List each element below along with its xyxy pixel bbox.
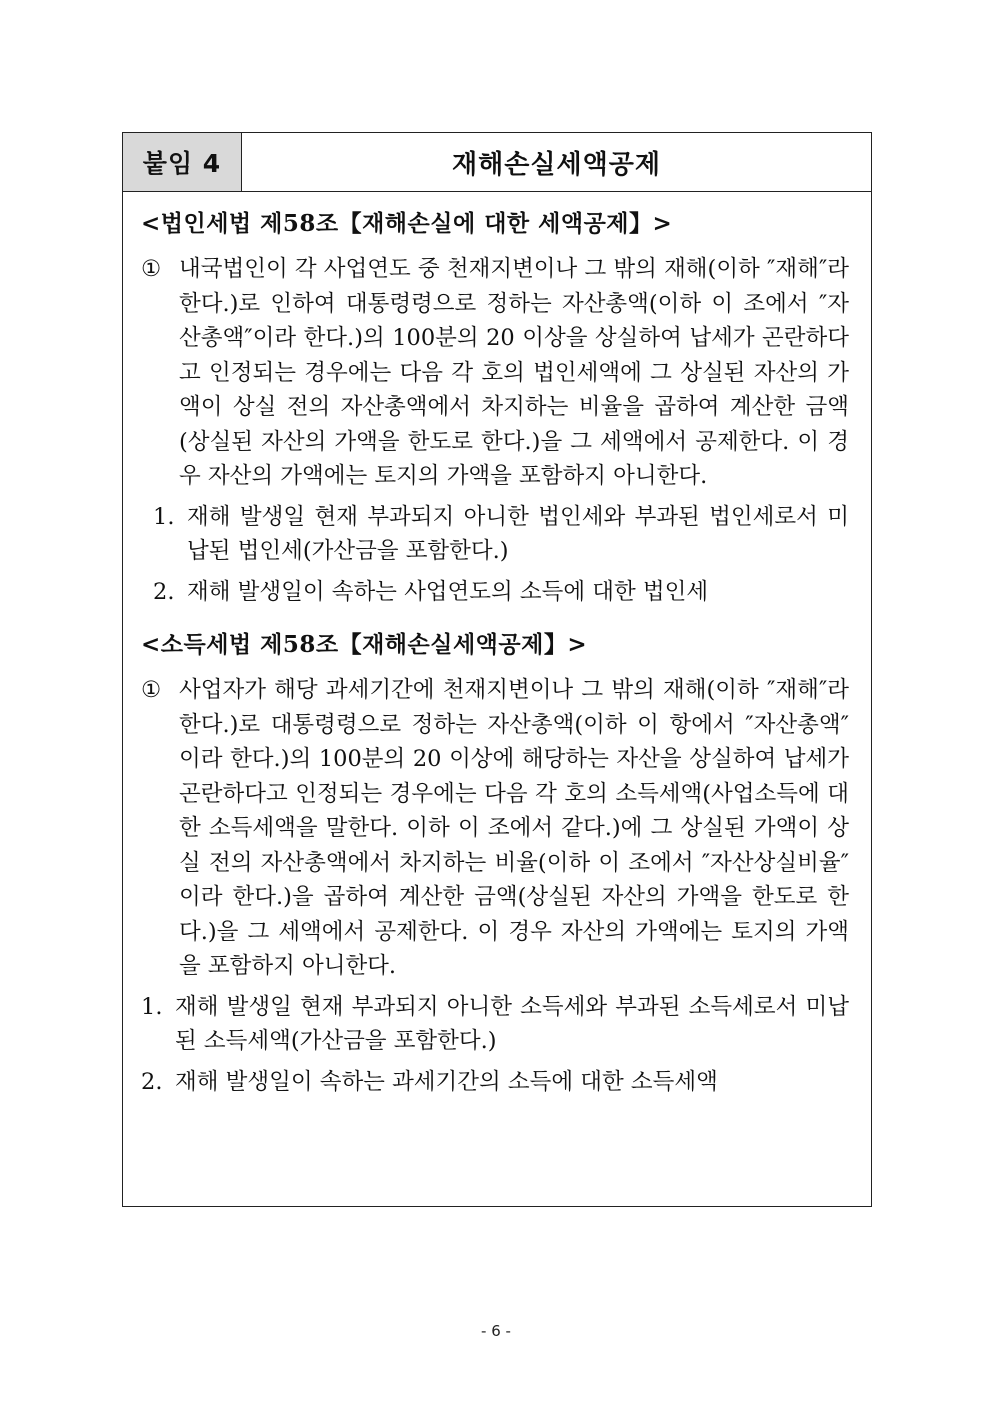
list-item	[141, 575, 849, 610]
paragraph-text: 내국법인이 각 사업연도 중 천재지변이나 그 밖의 재해(이하 ″재해″라 한다.)로 인하여 대통령령으로 정하는 자산총액(이하 이 조에서 ″자산총액″이라 한다.)의 100분의 20 이상을 상실하여 납세가 곤란하다고 인정되는 경우에는 다음 각 호의 법인세액에 그 상실된 자산의 가액이 상실 전의 자산총액에서 차지하는 비율을 곱하여 계산한 금액(상실된 자산의 가액을 한도로 한다.)을 그 세액에서 공제한다. 이 경우 자산의 가액에는 토지의 가액을 포함하지 아니한다.	[179, 256, 849, 489]
document-title: 재해손실세액공제	[452, 149, 661, 180]
paragraph	[141, 673, 849, 984]
attachment-tag: 붙임 4	[123, 133, 242, 191]
item-text: 재해 발생일 현재 부과되지 아니한 소득세와 부과된 소득세로서 미납된 소득세액(가산금을 포함한다.)	[175, 993, 849, 1054]
item-text: 재해 발생일이 속하는 사업연도의 소득에 대한 법인세	[187, 578, 709, 605]
item-number: 2.	[153, 578, 175, 605]
paragraph-number: ①	[141, 256, 162, 282]
item-text: 재해 발생일이 속하는 과세기간의 소득에 대한 소득세액	[175, 1068, 718, 1095]
list-item	[141, 500, 849, 569]
section-corporate-tax	[141, 206, 849, 609]
page-number: - 6 -	[481, 1322, 511, 1340]
list-item	[141, 1065, 849, 1100]
header-row	[123, 133, 871, 192]
paragraph	[141, 252, 849, 494]
paragraph-number: ①	[141, 677, 162, 703]
item-number: 1.	[153, 503, 175, 530]
paragraph-text: 사업자가 해당 과세기간에 천재지변이나 그 밖의 재해(이하 ″재해″라 한다.)로 대통령령으로 정하는 자산총액(이하 이 항에서 ″자산총액″이라 한다.)의 100분의 20 이상에 해당하는 자산을 상실하여 납세가 곤란하다고 인정되는 경우에는 다음 각 호의 소득세액(사업소득에 대한 소득세액을 말한다. 이하 이 조에서 같다.)에 그 상실된 가액이 상실 전의 자산총액에서 차지하는 비율(이하 이 조에서 ″자산상실비율″이라 한다.)을 곱하여 계산한 금액(상실된 자산의 가액을 한도로 한다.)을 그 세액에서 공제한다. 이 경우 자산의 가액에는 토지의 가액을 포함하지 아니한다.	[179, 677, 849, 979]
item-number: 2.	[141, 1068, 163, 1095]
section-income-tax	[141, 627, 849, 1099]
section-title: <소득세법 제58조【재해손실세액공제】>	[141, 631, 588, 658]
item-text: 재해 발생일 현재 부과되지 아니한 법인세와 부과된 법인세로서 미납된 법인세(가산금을 포함한다.)	[187, 503, 849, 564]
content-area	[123, 192, 871, 1099]
section-title: <법인세법 제58조【재해손실에 대한 세액공제】>	[141, 210, 673, 237]
document-frame	[122, 132, 872, 1207]
list-item	[141, 990, 849, 1059]
item-number: 1.	[141, 993, 163, 1020]
